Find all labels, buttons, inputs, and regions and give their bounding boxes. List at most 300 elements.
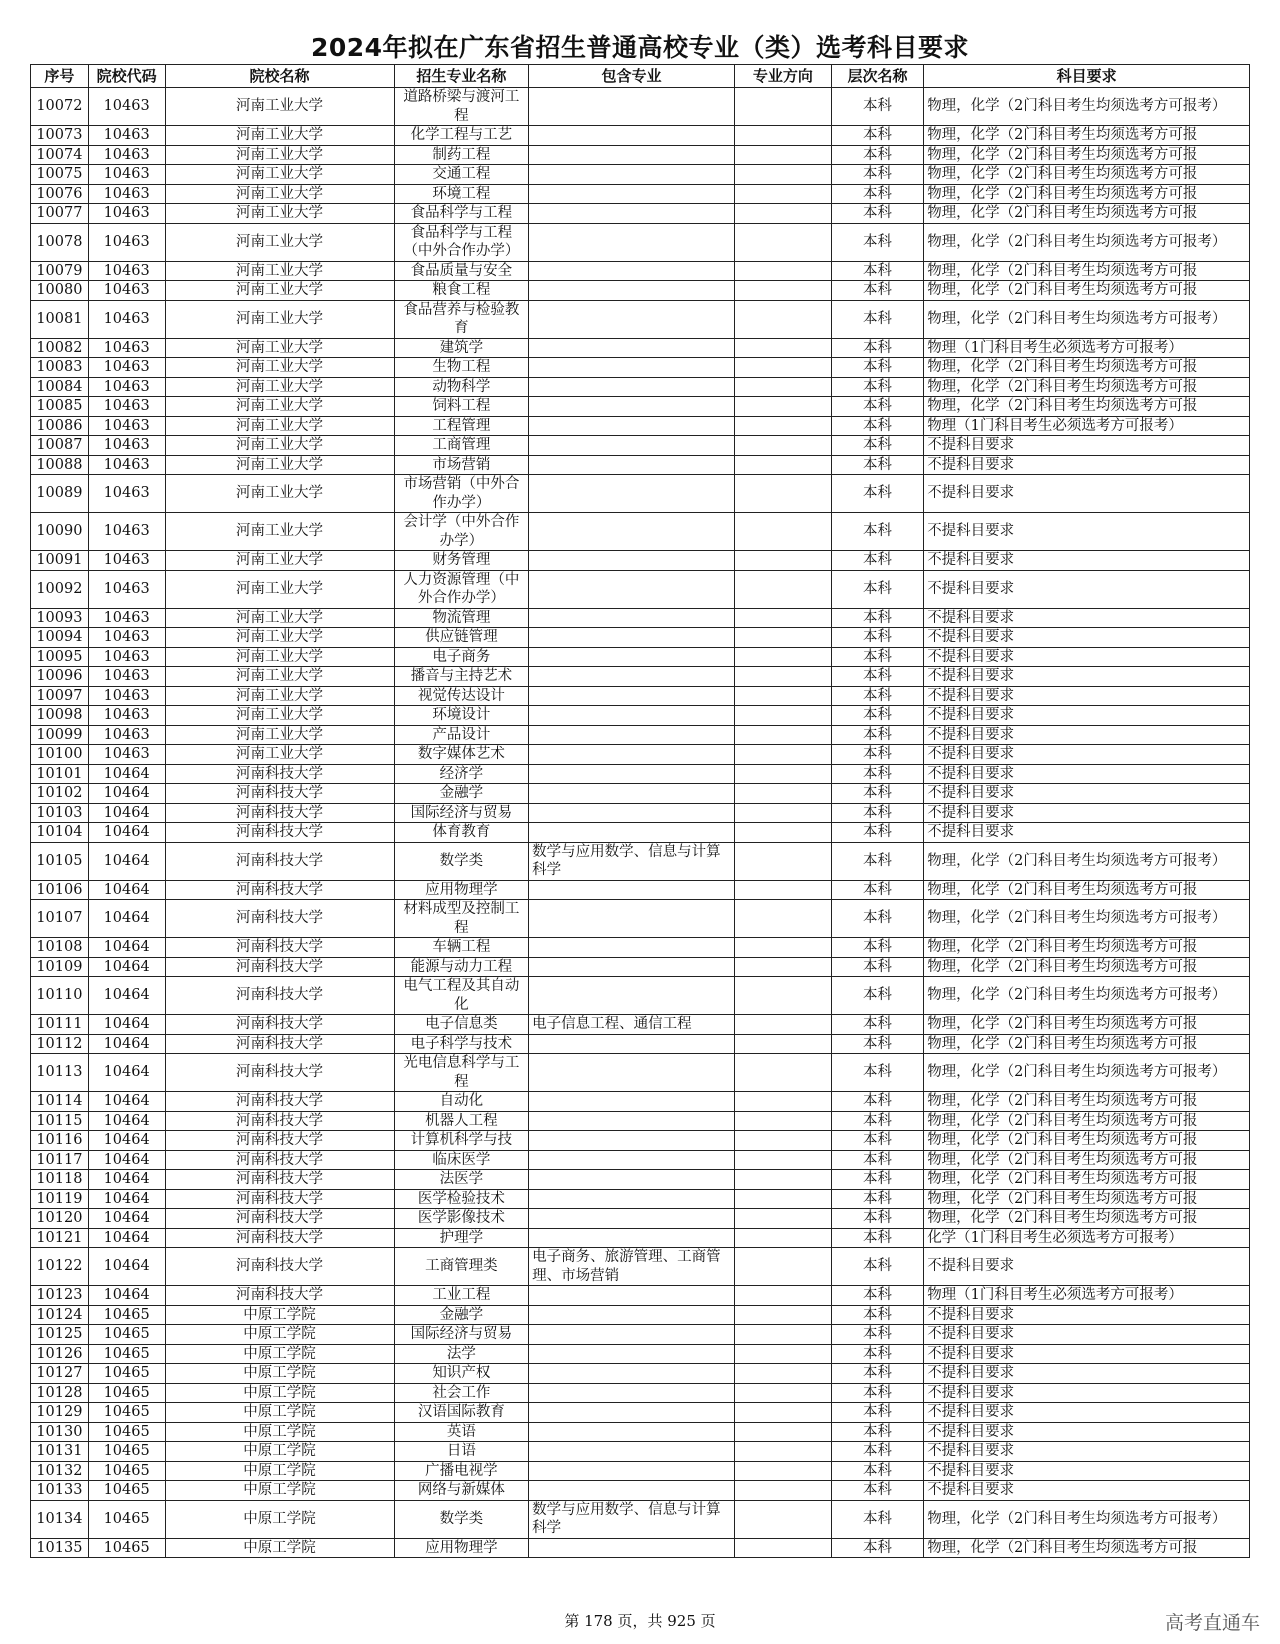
row-school-name: 河南科技大学: [165, 842, 394, 880]
row-subject-requirement: 物理，化学（2门科目考生均须选考方可报: [924, 358, 1250, 378]
row-major-name: 体育教育: [394, 823, 529, 843]
row-included-majors: [529, 436, 735, 456]
row-school-code: 10464: [88, 803, 165, 823]
row-level: 本科: [831, 1092, 923, 1112]
row-included-majors: [529, 900, 735, 938]
row-level: 本科: [831, 455, 923, 475]
row-level: 本科: [831, 513, 923, 551]
row-school-code: 10463: [88, 647, 165, 667]
table-row: [31, 706, 1250, 726]
row-school-code: 10463: [88, 184, 165, 204]
row-level: 本科: [831, 570, 923, 608]
row-major-name: 工业工程: [394, 1286, 529, 1306]
row-school-code: 10463: [88, 358, 165, 378]
table-row: [31, 1383, 1250, 1403]
row-school-name: 河南科技大学: [165, 938, 394, 958]
row-major-name: 财务管理: [394, 551, 529, 571]
row-subject-requirement: 不提科目要求: [924, 455, 1250, 475]
row-school-code: 10463: [88, 570, 165, 608]
row-school-name: 河南工业大学: [165, 570, 394, 608]
header-subject-requirement: 科目要求: [924, 65, 1250, 88]
row-level: 本科: [831, 1209, 923, 1229]
header-major-direction: 专业方向: [735, 65, 832, 88]
row-seq: 10095: [31, 647, 89, 667]
row-school-name: 河南工业大学: [165, 686, 394, 706]
row-major-name: 光电信息科学与工程: [394, 1054, 529, 1092]
row-subject-requirement: 不提科目要求: [924, 1305, 1250, 1325]
row-subject-requirement: 物理，化学（2门科目考生均须选考方可报: [924, 1150, 1250, 1170]
table-row: [31, 1500, 1250, 1538]
table-row: [31, 88, 1250, 126]
table-row: [31, 436, 1250, 456]
table-row: [31, 1092, 1250, 1112]
row-level: 本科: [831, 261, 923, 281]
table-row: [31, 1461, 1250, 1481]
row-included-majors: [529, 165, 735, 185]
row-major-name: 产品设计: [394, 725, 529, 745]
row-school-code: 10463: [88, 397, 165, 417]
row-level: 本科: [831, 1305, 923, 1325]
row-included-majors: 电子信息工程、通信工程: [529, 1015, 735, 1035]
table-row: [31, 1054, 1250, 1092]
row-subject-requirement: 不提科目要求: [924, 745, 1250, 765]
row-major-name: 国际经济与贸易: [394, 803, 529, 823]
table-row: [31, 1286, 1250, 1306]
row-school-code: 10463: [88, 223, 165, 261]
row-subject-requirement: 不提科目要求: [924, 570, 1250, 608]
row-included-majors: [529, 358, 735, 378]
table-row: [31, 1481, 1250, 1501]
row-major-direction: [735, 1481, 832, 1501]
row-major-direction: [735, 1248, 832, 1286]
row-school-name: 河南科技大学: [165, 1209, 394, 1229]
row-level: 本科: [831, 1538, 923, 1558]
row-school-code: 10464: [88, 823, 165, 843]
row-major-name: 法学: [394, 1344, 529, 1364]
row-major-direction: [735, 184, 832, 204]
row-school-code: 10463: [88, 608, 165, 628]
row-included-majors: [529, 513, 735, 551]
row-school-code: 10464: [88, 1228, 165, 1248]
header-school-code: 院校代码: [88, 65, 165, 88]
row-school-name: 河南工业大学: [165, 126, 394, 146]
row-school-name: 河南科技大学: [165, 1228, 394, 1248]
row-school-name: 河南科技大学: [165, 1170, 394, 1190]
table-header-row: [31, 65, 1250, 88]
table-row: [31, 513, 1250, 551]
table-row: [31, 338, 1250, 358]
row-major-direction: [735, 88, 832, 126]
row-school-name: 中原工学院: [165, 1305, 394, 1325]
row-included-majors: [529, 1189, 735, 1209]
row-major-direction: [735, 436, 832, 456]
row-major-direction: [735, 1461, 832, 1481]
table-row: [31, 647, 1250, 667]
row-major-name: 工商管理: [394, 436, 529, 456]
row-seq: 10106: [31, 880, 89, 900]
header-level: 层次名称: [831, 65, 923, 88]
row-major-name: 电子科学与技术: [394, 1034, 529, 1054]
row-seq: 10101: [31, 764, 89, 784]
row-seq: 10092: [31, 570, 89, 608]
row-subject-requirement: 不提科目要求: [924, 803, 1250, 823]
watermark-text: 高考直通车: [1164, 1612, 1260, 1634]
row-included-majors: [529, 1325, 735, 1345]
row-school-name: 河南工业大学: [165, 88, 394, 126]
row-school-name: 河南科技大学: [165, 1286, 394, 1306]
row-level: 本科: [831, 397, 923, 417]
table-row: [31, 126, 1250, 146]
table-row: [31, 475, 1250, 513]
table-row: [31, 184, 1250, 204]
row-seq: 10091: [31, 551, 89, 571]
row-major-direction: [735, 416, 832, 436]
row-included-majors: 数学与应用数学、信息与计算科学: [529, 1500, 735, 1538]
row-included-majors: [529, 647, 735, 667]
row-major-name: 金融学: [394, 1305, 529, 1325]
row-major-name: 工商管理类: [394, 1248, 529, 1286]
row-included-majors: [529, 223, 735, 261]
row-major-name: 工程管理: [394, 416, 529, 436]
row-school-name: 河南科技大学: [165, 784, 394, 804]
row-seq: 10077: [31, 204, 89, 224]
row-level: 本科: [831, 1500, 923, 1538]
row-seq: 10118: [31, 1170, 89, 1190]
row-school-code: 10464: [88, 1092, 165, 1112]
row-subject-requirement: 不提科目要求: [924, 706, 1250, 726]
row-major-direction: [735, 1500, 832, 1538]
row-major-name: 食品科学与工程（中外合作办学）: [394, 223, 529, 261]
row-school-name: 中原工学院: [165, 1422, 394, 1442]
row-level: 本科: [831, 1422, 923, 1442]
row-major-name: 视觉传达设计: [394, 686, 529, 706]
row-seq: 10076: [31, 184, 89, 204]
row-level: 本科: [831, 1189, 923, 1209]
row-school-code: 10463: [88, 436, 165, 456]
row-major-name: 车辆工程: [394, 938, 529, 958]
row-subject-requirement: 物理，化学（2门科目考生均须选考方可报: [924, 1034, 1250, 1054]
row-subject-requirement: 不提科目要求: [924, 1461, 1250, 1481]
row-school-code: 10463: [88, 686, 165, 706]
row-seq: 10105: [31, 842, 89, 880]
row-school-code: 10463: [88, 455, 165, 475]
table-row: [31, 551, 1250, 571]
row-included-majors: [529, 338, 735, 358]
row-subject-requirement: 物理，化学（2门科目考生均须选考方可报: [924, 261, 1250, 281]
row-level: 本科: [831, 358, 923, 378]
row-seq: 10087: [31, 436, 89, 456]
table-row: [31, 1344, 1250, 1364]
table-row: [31, 1170, 1250, 1190]
row-level: 本科: [831, 1364, 923, 1384]
row-level: 本科: [831, 706, 923, 726]
row-major-name: 播音与主持艺术: [394, 667, 529, 687]
table-row: [31, 880, 1250, 900]
row-major-direction: [735, 977, 832, 1015]
row-major-direction: [735, 1364, 832, 1384]
row-included-majors: [529, 145, 735, 165]
row-school-code: 10465: [88, 1481, 165, 1501]
row-subject-requirement: 物理，化学（2门科目考生均须选考方可报: [924, 1111, 1250, 1131]
row-major-direction: [735, 842, 832, 880]
row-school-name: 河南工业大学: [165, 416, 394, 436]
row-school-name: 中原工学院: [165, 1500, 394, 1538]
table-row: [31, 1325, 1250, 1345]
row-included-majors: [529, 1092, 735, 1112]
table-row: [31, 725, 1250, 745]
row-major-direction: [735, 1054, 832, 1092]
row-major-direction: [735, 1189, 832, 1209]
row-major-name: 汉语国际教育: [394, 1403, 529, 1423]
row-major-direction: [735, 1015, 832, 1035]
row-included-majors: [529, 1538, 735, 1558]
row-major-name: 网络与新媒体: [394, 1481, 529, 1501]
row-school-code: 10464: [88, 1131, 165, 1151]
row-included-majors: [529, 1286, 735, 1306]
row-major-name: 建筑学: [394, 338, 529, 358]
row-subject-requirement: 物理，化学（2门科目考生均须选考方可报: [924, 1538, 1250, 1558]
row-school-name: 河南工业大学: [165, 281, 394, 301]
row-major-direction: [735, 338, 832, 358]
row-level: 本科: [831, 938, 923, 958]
row-school-name: 河南科技大学: [165, 1092, 394, 1112]
row-level: 本科: [831, 745, 923, 765]
table-row: [31, 416, 1250, 436]
table-row: [31, 165, 1250, 185]
row-school-code: 10463: [88, 628, 165, 648]
header-school-name: 院校名称: [165, 65, 394, 88]
row-school-name: 河南科技大学: [165, 803, 394, 823]
row-level: 本科: [831, 338, 923, 358]
row-included-majors: [529, 551, 735, 571]
table-row: [31, 358, 1250, 378]
row-level: 本科: [831, 764, 923, 784]
row-subject-requirement: 物理，化学（2门科目考生均须选考方可报: [924, 1170, 1250, 1190]
row-major-name: 人力资源管理（中外合作办学）: [394, 570, 529, 608]
row-seq: 10098: [31, 706, 89, 726]
row-school-name: 河南科技大学: [165, 823, 394, 843]
row-level: 本科: [831, 1228, 923, 1248]
row-major-direction: [735, 165, 832, 185]
row-included-majors: [529, 1150, 735, 1170]
row-included-majors: [529, 1131, 735, 1151]
row-subject-requirement: 不提科目要求: [924, 1422, 1250, 1442]
row-school-name: 河南科技大学: [165, 1034, 394, 1054]
row-included-majors: [529, 608, 735, 628]
row-school-code: 10463: [88, 475, 165, 513]
row-included-majors: [529, 686, 735, 706]
row-included-majors: [529, 725, 735, 745]
row-major-name: 英语: [394, 1422, 529, 1442]
row-seq: 10093: [31, 608, 89, 628]
row-school-name: 河南工业大学: [165, 725, 394, 745]
row-major-direction: [735, 126, 832, 146]
row-major-name: 电子信息类: [394, 1015, 529, 1035]
row-school-name: 河南工业大学: [165, 204, 394, 224]
row-major-name: 金融学: [394, 784, 529, 804]
row-seq: 10084: [31, 377, 89, 397]
row-seq: 10116: [31, 1131, 89, 1151]
table-row: [31, 300, 1250, 338]
row-level: 本科: [831, 977, 923, 1015]
row-included-majors: [529, 1481, 735, 1501]
row-major-name: 经济学: [394, 764, 529, 784]
header-major-name: 招生专业名称: [394, 65, 529, 88]
row-subject-requirement: 不提科目要求: [924, 551, 1250, 571]
table-row: [31, 1538, 1250, 1558]
row-seq: 10113: [31, 1054, 89, 1092]
row-level: 本科: [831, 1015, 923, 1035]
row-school-name: 河南科技大学: [165, 880, 394, 900]
row-included-majors: [529, 184, 735, 204]
row-seq: 10081: [31, 300, 89, 338]
row-included-majors: [529, 823, 735, 843]
row-major-name: 数学类: [394, 1500, 529, 1538]
row-seq: 10114: [31, 1092, 89, 1112]
row-seq: 10135: [31, 1538, 89, 1558]
row-school-code: 10464: [88, 1189, 165, 1209]
row-school-name: 河南工业大学: [165, 358, 394, 378]
row-school-name: 河南工业大学: [165, 513, 394, 551]
row-subject-requirement: 物理（1门科目考生必须选考方可报考）: [924, 416, 1250, 436]
row-subject-requirement: 不提科目要求: [924, 1248, 1250, 1286]
row-subject-requirement: 物理，化学（2门科目考生均须选考方可报: [924, 1189, 1250, 1209]
row-seq: 10073: [31, 126, 89, 146]
row-seq: 10129: [31, 1403, 89, 1423]
row-school-code: 10463: [88, 145, 165, 165]
row-subject-requirement: 物理，化学（2门科目考生均须选考方可报考）: [924, 842, 1250, 880]
row-school-code: 10465: [88, 1442, 165, 1462]
row-school-code: 10463: [88, 377, 165, 397]
row-seq: 10109: [31, 957, 89, 977]
row-included-majors: [529, 475, 735, 513]
table-row: [31, 1403, 1250, 1423]
table-row: [31, 823, 1250, 843]
table-row: [31, 261, 1250, 281]
row-seq: 10122: [31, 1248, 89, 1286]
row-included-majors: [529, 1344, 735, 1364]
row-level: 本科: [831, 628, 923, 648]
table-row: [31, 803, 1250, 823]
row-school-name: 河南工业大学: [165, 300, 394, 338]
row-included-majors: [529, 300, 735, 338]
table-row: [31, 397, 1250, 417]
row-major-direction: [735, 628, 832, 648]
row-subject-requirement: 不提科目要求: [924, 647, 1250, 667]
row-major-name: 制药工程: [394, 145, 529, 165]
row-level: 本科: [831, 184, 923, 204]
row-school-code: 10464: [88, 1209, 165, 1229]
table-row: [31, 1034, 1250, 1054]
table-row: [31, 686, 1250, 706]
row-school-code: 10463: [88, 745, 165, 765]
row-seq: 10075: [31, 165, 89, 185]
row-level: 本科: [831, 1248, 923, 1286]
row-major-name: 会计学（中外合作办学）: [394, 513, 529, 551]
row-level: 本科: [831, 281, 923, 301]
row-major-name: 应用物理学: [394, 1538, 529, 1558]
row-school-code: 10463: [88, 706, 165, 726]
table-row: [31, 784, 1250, 804]
row-subject-requirement: 物理，化学（2门科目考生均须选考方可报: [924, 145, 1250, 165]
row-major-direction: [735, 957, 832, 977]
row-subject-requirement: 物理，化学（2门科目考生均须选考方可报: [924, 938, 1250, 958]
row-school-code: 10463: [88, 725, 165, 745]
row-level: 本科: [831, 1481, 923, 1501]
row-included-majors: [529, 745, 735, 765]
row-included-majors: [529, 1209, 735, 1229]
row-level: 本科: [831, 647, 923, 667]
row-school-name: 河南科技大学: [165, 977, 394, 1015]
row-major-direction: [735, 1286, 832, 1306]
row-school-code: 10464: [88, 1170, 165, 1190]
row-major-direction: [735, 1325, 832, 1345]
row-included-majors: [529, 628, 735, 648]
row-school-name: 河南工业大学: [165, 145, 394, 165]
row-included-majors: [529, 281, 735, 301]
row-school-code: 10464: [88, 1015, 165, 1035]
row-seq: 10131: [31, 1442, 89, 1462]
row-included-majors: [529, 957, 735, 977]
row-subject-requirement: 化学（1门科目考生必须选考方可报考）: [924, 1228, 1250, 1248]
row-level: 本科: [831, 300, 923, 338]
row-school-code: 10463: [88, 204, 165, 224]
row-seq: 10111: [31, 1015, 89, 1035]
row-level: 本科: [831, 1034, 923, 1054]
row-seq: 10094: [31, 628, 89, 648]
row-school-name: 河南工业大学: [165, 184, 394, 204]
row-school-code: 10464: [88, 938, 165, 958]
row-major-name: 机器人工程: [394, 1111, 529, 1131]
row-seq: 10112: [31, 1034, 89, 1054]
row-major-name: 动物科学: [394, 377, 529, 397]
row-level: 本科: [831, 608, 923, 628]
row-included-majors: [529, 764, 735, 784]
row-subject-requirement: 物理，化学（2门科目考生均须选考方可报: [924, 184, 1250, 204]
row-school-code: 10465: [88, 1403, 165, 1423]
row-school-code: 10464: [88, 1248, 165, 1286]
row-major-name: 市场营销（中外合作办学）: [394, 475, 529, 513]
row-included-majors: [529, 938, 735, 958]
row-level: 本科: [831, 880, 923, 900]
row-seq: 10130: [31, 1422, 89, 1442]
row-seq: 10126: [31, 1344, 89, 1364]
table-row: [31, 1150, 1250, 1170]
row-school-code: 10464: [88, 957, 165, 977]
row-level: 本科: [831, 126, 923, 146]
row-major-name: 交通工程: [394, 165, 529, 185]
table-row: [31, 145, 1250, 165]
row-school-name: 中原工学院: [165, 1364, 394, 1384]
row-included-majors: [529, 377, 735, 397]
row-school-code: 10464: [88, 1054, 165, 1092]
row-school-code: 10465: [88, 1325, 165, 1345]
row-school-code: 10463: [88, 300, 165, 338]
table-row: [31, 204, 1250, 224]
row-seq: 10086: [31, 416, 89, 436]
row-subject-requirement: 物理，化学（2门科目考生均须选考方可报: [924, 1209, 1250, 1229]
row-level: 本科: [831, 1442, 923, 1462]
row-school-name: 中原工学院: [165, 1461, 394, 1481]
row-school-code: 10463: [88, 513, 165, 551]
table-row: [31, 1228, 1250, 1248]
table-row: [31, 667, 1250, 687]
row-school-code: 10464: [88, 784, 165, 804]
row-school-name: 中原工学院: [165, 1383, 394, 1403]
row-major-direction: [735, 667, 832, 687]
row-included-majors: [529, 397, 735, 417]
row-included-majors: [529, 261, 735, 281]
